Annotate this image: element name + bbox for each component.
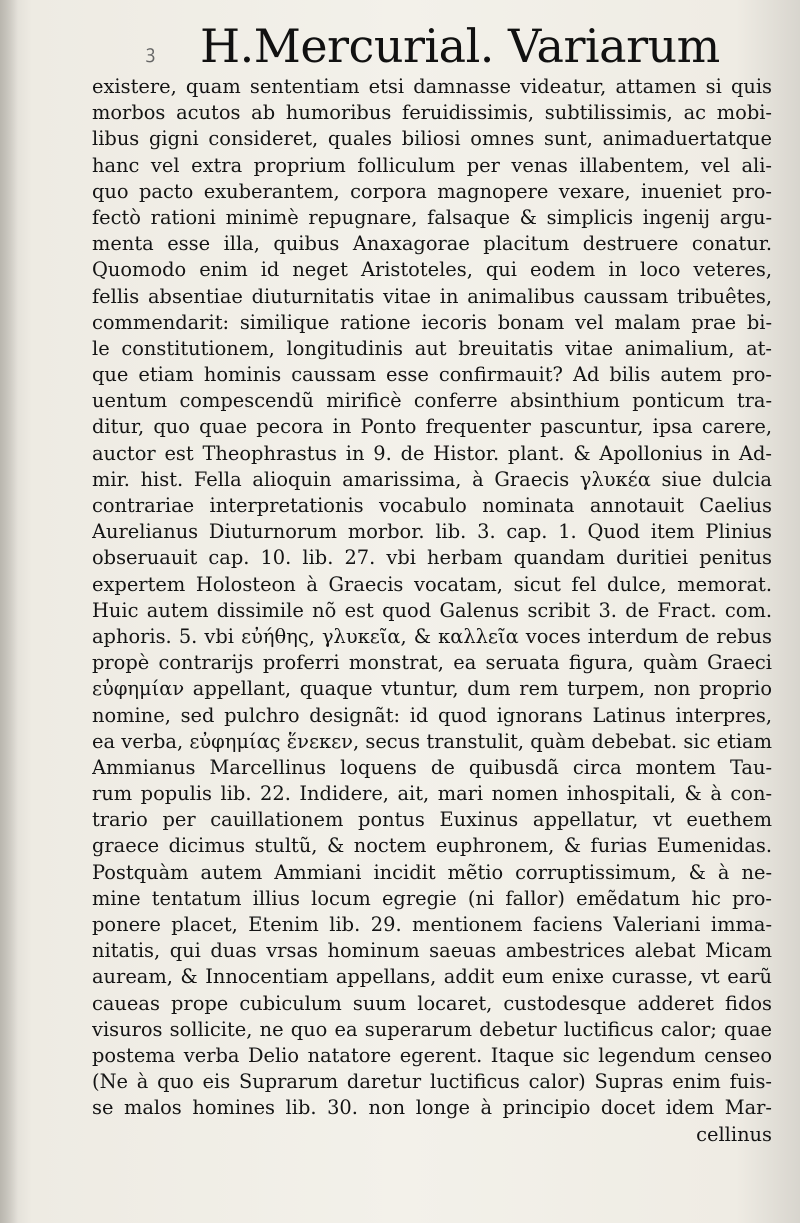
text-line: contrariae interpretationis vocabulo nominata annotauit Caelius (92, 494, 772, 517)
text-line: ditur, quo quae pecora in Ponto frequenter pascuntur, ipsa carere, (92, 415, 772, 439)
gutter-shadow (0, 0, 18, 1223)
body-text (92, 74, 772, 1148)
catchword: cellinus (696, 1122, 772, 1146)
text-line: quo pacto exuberantem, corpora magnopere vexare, inueniet pro- (92, 179, 772, 203)
text-line: postema verba Delio natatore egerent. Itaque sic legendum censeo (92, 1043, 772, 1067)
text-line: nitatis, qui duas vrsas hominum saeuas ambestrices alebat Micam (92, 939, 772, 963)
text-line: se malos homines lib. 30. non longe à principio docet idem Mar- (92, 1096, 772, 1120)
text-line: expertem Holosteon à Graecis vocatam, sicut fel dulce, memorat. (92, 572, 772, 596)
header-ornament: ꝫ (146, 42, 156, 63)
text-line: que etiam hominis caussam esse confirmauit? Ad bilis autem pro- (92, 363, 772, 387)
text-line: mine tentatum illius locum egregie (ni fallor) emẽdatum hic pro- (92, 886, 772, 910)
text-line: ea verba, εὐφημίας ἕνεκεν, secus transtulit, quàm debebat. sic etiam (92, 729, 772, 753)
text-line: menta esse illa, quibus Anaxagorae placitum destruere conatur. (92, 232, 772, 256)
text-line: fectò rationi minimè repugnare, falsaque & simplicis ingenij argu- (92, 205, 772, 229)
text-line: rum populis lib. 22. Indidere, ait, mari nomen inhospitali, & à con- (92, 782, 772, 806)
text-line: Aurelianus Diuturnorum morbor. lib. 3. cap. 1. Quod item Plinius (92, 520, 772, 544)
text-line: aphoris. 5. vbi εὐήθης, γλυκεῖα, & καλλεῖα voces interdum de rebus (92, 624, 772, 648)
text-line: Huic autem dissimile nõ est quod Galenus scribit 3. de Fract. com. (92, 598, 772, 622)
text-line: fellis absentiae diuturnitatis vitae in animalibus caussam tribuêtes, (92, 284, 772, 308)
text-line: obseruauit cap. 10. lib. 27. vbi herbam quandam duritiei penitus (92, 546, 772, 570)
text-line: Quomodo enim id neget Aristoteles, qui eodem in loco veteres, (92, 258, 772, 282)
text-line: commendarit: similique ratione iecoris bonam vel malam prae bi- (92, 310, 772, 334)
text-line: mir. hist. Fella alioquin amarissima, à Graecis γλυκέα siue dulcia (92, 467, 772, 491)
text-line: uentum compescendũ mirificè conferre absinthium ponticum tra- (92, 389, 772, 413)
text-line: auream, & Innocentiam appellans, addit eum enixe curasse, vt earũ (92, 965, 772, 989)
text-line: hanc vel extra proprium folliculum per venas illabentem, vel ali- (92, 153, 772, 177)
text-line: visuros sollicite, ne quo ea superarum debetur luctificus calor; quae (92, 1017, 772, 1041)
text-line: graece dicimus stultũ, & noctem euphronem, & furias Eumenidas. (92, 834, 772, 858)
text-line: trario per cauillationem pontus Euxinus appellatur, vt euethem (92, 808, 772, 832)
text-line: ponere placet, Etenim lib. 29. mentionem faciens Valeriani imma- (92, 913, 772, 936)
text-line: nomine, sed pulchro designãt: id quod ignorans Latinus interpres, (92, 703, 772, 727)
text-line: auctor est Theophrastus in 9. de Histor. plant. & Apollonius in Ad- (92, 441, 772, 465)
text-line: existere, quam sententiam etsi damnasse videatur, attamen si quis (92, 75, 772, 98)
text-line: (Ne à quo eis Suprarum daretur luctificus calor) Supras enim fuis- (92, 1070, 772, 1094)
text-line: caueas prope cubiculum suum locaret, custodesque adderet fidos (92, 991, 772, 1015)
text-line: le constitutionem, longitudinis aut breuitatis vitae animalium, at- (92, 336, 772, 360)
text-line: morbos acutos ab humoribus feruidissimis, subtilissimis, ac mobi- (92, 101, 772, 125)
text-line: libus gigni consideret, quales biliosi omnes sunt, animaduertatque (92, 127, 772, 151)
text-line: Postquàm autem Ammiani incidit mẽtio corruptissimum, & à ne- (92, 860, 772, 884)
text-line: propè contrarijs proferri monstrat, ea seruata figura, quàm Graeci (92, 651, 772, 675)
text-line: Ammianus Marcellinus loquens de quibusdã circa montem Tau- (92, 755, 772, 779)
text-line: εὐφημίαν appellant, quaque vtuntur, dum rem turpem, non proprio (92, 677, 772, 701)
running-header: H.Mercurial. Variarum (200, 19, 720, 73)
